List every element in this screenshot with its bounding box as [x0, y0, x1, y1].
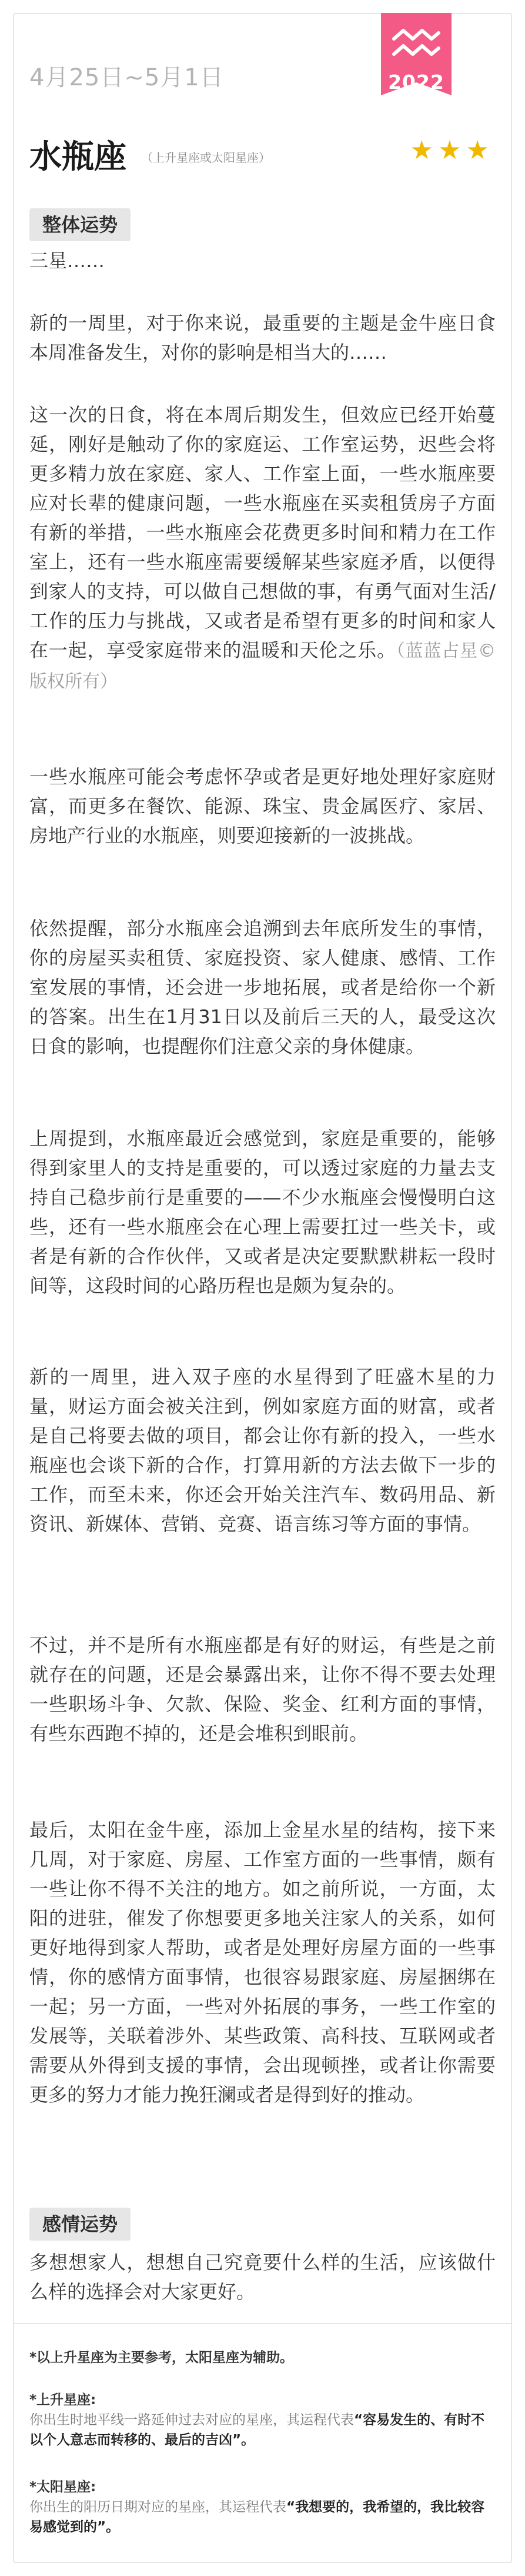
overall-paragraph-1: 新的一周里，对于你来说，最重要的主题是金牛座日食本周准备发生，对你的影响是相当大的…… — [29, 312, 496, 364]
love-paragraph-1: 多想想家人，想想自己究竟要什么样的生活，应该做什么样的选择会对大家更好。 — [29, 2251, 496, 2303]
overall-paragraph-7: 不过，并不是所有水瓶座都是有好的财运，有些是之前就存在的问题，还是会暴露出来，让你不得不要去处理一些职场斗争、欠款、保险、奖金、红利方面的事情，有些东西跑不掉的，还是会堆积到眼前。 — [29, 1634, 496, 1745]
sun-title: *太阳星座: — [29, 2480, 96, 2495]
sign-note: （上升星座或太阳星座） — [141, 151, 270, 165]
year-badge — [381, 13, 452, 104]
section-tag-love: 感情运势 — [29, 2208, 131, 2241]
rating-stars: ★★★ — [410, 135, 494, 165]
copyright-note: （蓝蓝占星©版权所有） — [29, 641, 496, 692]
notes-main-text: *以上升星座为主要参考，太阳星座为辅助。 — [29, 2350, 294, 2365]
overall-paragraph-2 — [29, 400, 496, 697]
overall-paragraph-4: 依然提醒，部分水瓶座会追溯到去年底所发生的事情，你的房屋买卖租赁、家庭投资、家人健康、感情、工作室发展的事情，还会进一步地拓展，或者是给你一个新的答案。出生在1月31日以及前后三天的人，最受这次日食的影响，也提醒你们注意父亲的身体健康。 — [29, 917, 496, 1057]
rising-desc — [29, 2410, 496, 2450]
notes-divider — [13, 2323, 512, 2324]
section-tag-overall: 整体运势 — [29, 208, 131, 241]
overall-rating: 三星…… — [29, 249, 105, 272]
notes-main — [29, 2348, 496, 2368]
rising-quote: “容易发生的、有时不以个人意志而转移的、最后的吉凶”。 — [29, 2412, 485, 2448]
sign-name: 水瓶座 — [29, 138, 127, 175]
sun-quote: “我想要的，我希望的，我比较容易感觉到的”。 — [29, 2500, 485, 2535]
sun-body: 你出生的阳历日期对应的星座，其运程代表 — [29, 2500, 286, 2515]
overall-paragraph-6: 新的一周里，进入双子座的水星得到了旺盛木星的力量，财运方面会被关注到，例如家庭方面的财富，或者是自己将要去做的项目，都会让你有新的投入，一些水瓶座也会谈下新的合作，打算用新的方法去做下一步的工作，而至未来，你还会开始关注汽车、数码用品、新资讯、新媒体、营销、竞赛、语言练习等方面的事情。 — [29, 1366, 496, 1535]
overall-paragraph-5: 上周提到，水瓶座最近会感觉到，家庭是重要的，能够得到家里人的支持是重要的，可以透过家庭的力量去支持自己稳步前行是重要的——不少水瓶座会慢慢明白这些，还有一些水瓶座会在心理上需要扛过一些关卡，或者是有新的合作伙伴，又或者是决定要默默耕耘一段时间等，这段时间的心路历程也是颇为复杂的。 — [29, 1127, 496, 1297]
notes-sun — [29, 2477, 496, 2537]
rising-title: *上升星座: — [29, 2392, 96, 2408]
overall-paragraph-8: 最后，太阳在金牛座，添加上金星水星的结构，接下来几周，对于家庭、房屋、工作室方面的一些事情，颇有一些让你不得不关注的地方。如之前所说，一方面，太阳的进驻，催发了你想要更多地关注家人的关系，如何更好地得到家人帮助，或者是处理好房屋方面的一些事情，你的感情方面事情，也很容易跟家庭、房屋捆绑在一起；另一方面，一些对外拓展的事务，一些工作室的发展等，关联着涉外、某些政策、高科技、互联网或者需要从外得到支援的事情，会出现顿挫，或者让你需要更多的努力才能力挽狂澜或者是得到好的推动。 — [29, 1819, 496, 2106]
date-range: 4月25日~5月1日 — [29, 64, 224, 91]
title-row — [29, 131, 494, 175]
sun-desc — [29, 2497, 496, 2537]
notes-rising — [29, 2390, 496, 2450]
overall-paragraph-2-body: 这一次的日食，将在本周后期发生，但效应已经开始蔓延，刚好是触动了你的家庭运、工作室运势，迟些会将更多精力放在家庭、家人、工作室上面，一些水瓶座要应对长辈的健康问题，一些水瓶座在买卖租赁房子方面有新的举措，一些水瓶座会花费更多时间和精力在工作室上，还有一些水瓶座需要缓解某些家庭矛盾，以便得到家人的支持，可以做自己想做的事，有勇气面对生活/工作的压力与挑战，又或者是希望有更多的时间和家人在一起，享受家庭带来的温暖和天伦之乐。 — [29, 404, 496, 661]
overall-paragraph-3: 一些水瓶座可能会考虑怀孕或者是更好地处理好家庭财富，而更多在餐饮、能源、珠宝、贵金属医疗、家居、房地产行业的水瓶座，则要迎接新的一波挑战。 — [29, 766, 496, 847]
rising-body: 你出生时地平线一路延伸过去对应的星座，其运程代表 — [29, 2412, 354, 2428]
badge-year: 2022 — [388, 71, 444, 94]
